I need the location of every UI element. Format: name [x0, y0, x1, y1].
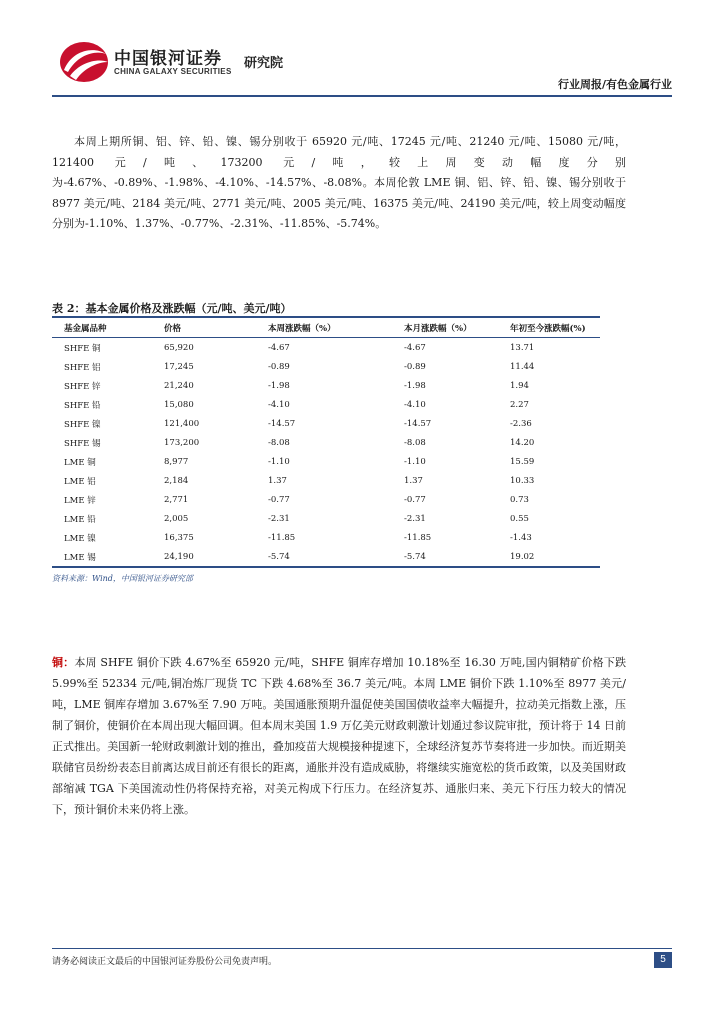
table-cell: LME 铝 — [64, 476, 96, 487]
table-cell: 121,400 — [164, 418, 200, 429]
table-cell: -8.08 — [404, 437, 426, 448]
column-header: 本周涨跌幅（%） — [256, 318, 392, 338]
table-cell: SHFE 锡 — [64, 438, 101, 449]
disclaimer-note: 请务必阅读正文最后的中国银河证券股份公司免责声明。 — [52, 957, 278, 967]
table-row — [52, 376, 600, 395]
page-number: 5 — [654, 952, 672, 968]
table-cell: 21,240 — [164, 380, 194, 391]
copper-paragraph — [52, 652, 626, 820]
table-cell: -11.85 — [268, 532, 296, 543]
table-cell: LME 锌 — [64, 495, 96, 506]
table-cell: LME 镍 — [64, 533, 96, 544]
intro-text: 本周上期所铜、铝、锌、铅、镍、锡分别收于 65920 元/吨、17245 元/吨、21240 元/吨、15080 元/吨，121400 元/吨、173200 元/吨，较上周变动幅度分别为-4.67%、-0.89%、-1.98%、-4.10%、-14.57%、-8.08%。本周伦敦 LME 铜、铝、锌、铅、镍、锡分别收于 8977 美元/吨、2184 美元/吨、2771 美元/吨、2005 美元/吨、16375 美元/吨、24190 美元/吨，较上周变动幅度分别为-1.10%、1.37%、-0.77%、-2.31%、-11.85%、-5.74%。 — [52, 135, 626, 231]
table-cell: 2.27 — [510, 399, 529, 410]
intro-paragraph — [52, 132, 626, 235]
table-cell: -4.67 — [404, 342, 426, 353]
table-cell: SHFE 铜 — [64, 343, 101, 354]
table-cell: 1.37 — [404, 475, 423, 486]
column-header: 年初至今涨跌幅(%) — [498, 318, 600, 338]
table-cell: 15,080 — [164, 399, 194, 410]
table-row — [52, 471, 600, 490]
table-row — [52, 528, 600, 547]
table-cell: 17,245 — [164, 361, 194, 372]
table-cell: LME 铅 — [64, 514, 96, 525]
table-cell: 65,920 — [164, 342, 194, 353]
table-cell: 1.94 — [510, 380, 529, 391]
table-cell: -1.10 — [404, 456, 426, 467]
table-cell: -2.36 — [510, 418, 532, 429]
table-cell: -8.08 — [268, 437, 290, 448]
table-cell: -1.98 — [404, 380, 426, 391]
header-divider — [52, 95, 672, 97]
table-cell: -1.98 — [268, 380, 290, 391]
table-cell: -11.85 — [404, 532, 432, 543]
table-cell: -0.89 — [268, 361, 290, 372]
table-cell: -5.74 — [256, 547, 392, 567]
table-cell: -4.10 — [404, 399, 426, 410]
table-cell: 14.20 — [510, 437, 535, 448]
table-cell: 2,005 — [164, 513, 189, 524]
table-cell: -1.10 — [268, 456, 290, 467]
table-cell: LME 锡 — [52, 547, 152, 567]
table-cell: 0.73 — [510, 494, 529, 505]
table-cell: -14.57 — [404, 418, 432, 429]
table-cell: -4.67 — [268, 342, 290, 353]
table-row — [52, 509, 600, 528]
table-cell: 8,977 — [164, 456, 189, 467]
galaxy-logo-icon — [58, 40, 110, 84]
table-title: 表 2：基本金属价格及涨跌幅（元/吨、美元/吨） — [52, 302, 292, 315]
table-cell: -1.43 — [510, 532, 532, 543]
table-cell: 2,184 — [164, 475, 189, 486]
table-cell: 173,200 — [164, 437, 200, 448]
page-header — [0, 0, 724, 96]
copper-lead-label: 铜： — [52, 656, 75, 669]
table-cell: -0.77 — [268, 494, 290, 505]
table-row — [52, 490, 600, 509]
institute-label: 研究院 — [244, 56, 284, 71]
table-cell: 15.59 — [510, 456, 535, 467]
table-row — [52, 338, 600, 358]
table-row — [52, 395, 600, 414]
table-cell: SHFE 铝 — [64, 362, 101, 373]
table-cell: -2.31 — [268, 513, 290, 524]
table-cell: -0.77 — [404, 494, 426, 505]
column-header: 本月涨跌幅（%） — [392, 318, 498, 338]
table-cell: LME 铜 — [64, 457, 96, 468]
table-cell: 16,375 — [164, 532, 194, 543]
table-row — [52, 433, 600, 452]
table-header-row — [52, 318, 600, 338]
table-cell: 11.44 — [510, 361, 535, 372]
logo-chinese-name: 中国银河证券 — [114, 49, 222, 69]
logo-english-name: CHINA GALAXY SECURITIES — [114, 67, 232, 76]
table-cell: 0.55 — [510, 513, 529, 524]
table-cell: SHFE 铅 — [64, 400, 101, 411]
table-cell: -4.10 — [268, 399, 290, 410]
table-cell: -2.31 — [404, 513, 426, 524]
table-cell: 24,190 — [152, 547, 256, 567]
table-cell: 10.33 — [510, 475, 535, 486]
table-cell: 13.71 — [510, 342, 535, 353]
table-cell: -0.89 — [404, 361, 426, 372]
table-cell: -5.74 — [392, 547, 498, 567]
table-cell: 19.02 — [498, 547, 600, 567]
copper-text: 本周 SHFE 铜价下跌 4.67%至 65920 元/吨，SHFE 铜库存增加 10.18%至 16.30 万吨,国内铜精矿价格下跌 5.99%至 52334 元/吨,铜冶炼厂现货 TC 下跌 4.68%至 36.7 美元/吨。本周 LME 铜价下跌 1.10%至 8977 美元/吨，LME 铜库存增加 3.67%至 7.90 万吨。美国通胀预期升温促使美国国债收益率大幅提升，拉动美元指数上涨，压制了铜价，使铜价在本周出现大幅回调。但本周末美国 1.9 万亿美元财政刺激计划通过参议院审批，预计将于 14 日前正式推出。美国新一轮财政刺激计划的推出，叠加疫苗大规模接种提速下，全球经济复苏节奏将进一步加快。而近期美联储官员纷纷表态目前离达成目前还有很长的距离，通胀并没有造成威胁，将继续实施宽松的货币政策，以及美国财政部缩减 TGA 下美国流动性仍将保持充裕，对美元构成下行压力。在经济复苏、通胀归来、美元下行压力较大的情况下，预计铜价未来仍将上涨。 — [52, 656, 627, 816]
table-cell: SHFE 锌 — [64, 381, 101, 392]
column-header: 价格 — [152, 318, 256, 338]
column-header: 基金属品种 — [52, 318, 152, 338]
table-cell: -14.57 — [268, 418, 296, 429]
table-row — [52, 452, 600, 471]
table-cell: SHFE 镍 — [64, 419, 101, 430]
table-cell: 1.37 — [268, 475, 287, 486]
metal-price-table — [52, 318, 600, 568]
report-type-label: 行业周报/有色金属行业 — [557, 78, 672, 91]
table-source-note: 资料来源：Wind，中国银河证券研究部 — [52, 574, 193, 583]
footer-divider — [52, 948, 672, 949]
table-row — [52, 357, 600, 376]
table-row — [52, 414, 600, 433]
table-cell: 2,771 — [164, 494, 189, 505]
table-row — [52, 547, 600, 567]
